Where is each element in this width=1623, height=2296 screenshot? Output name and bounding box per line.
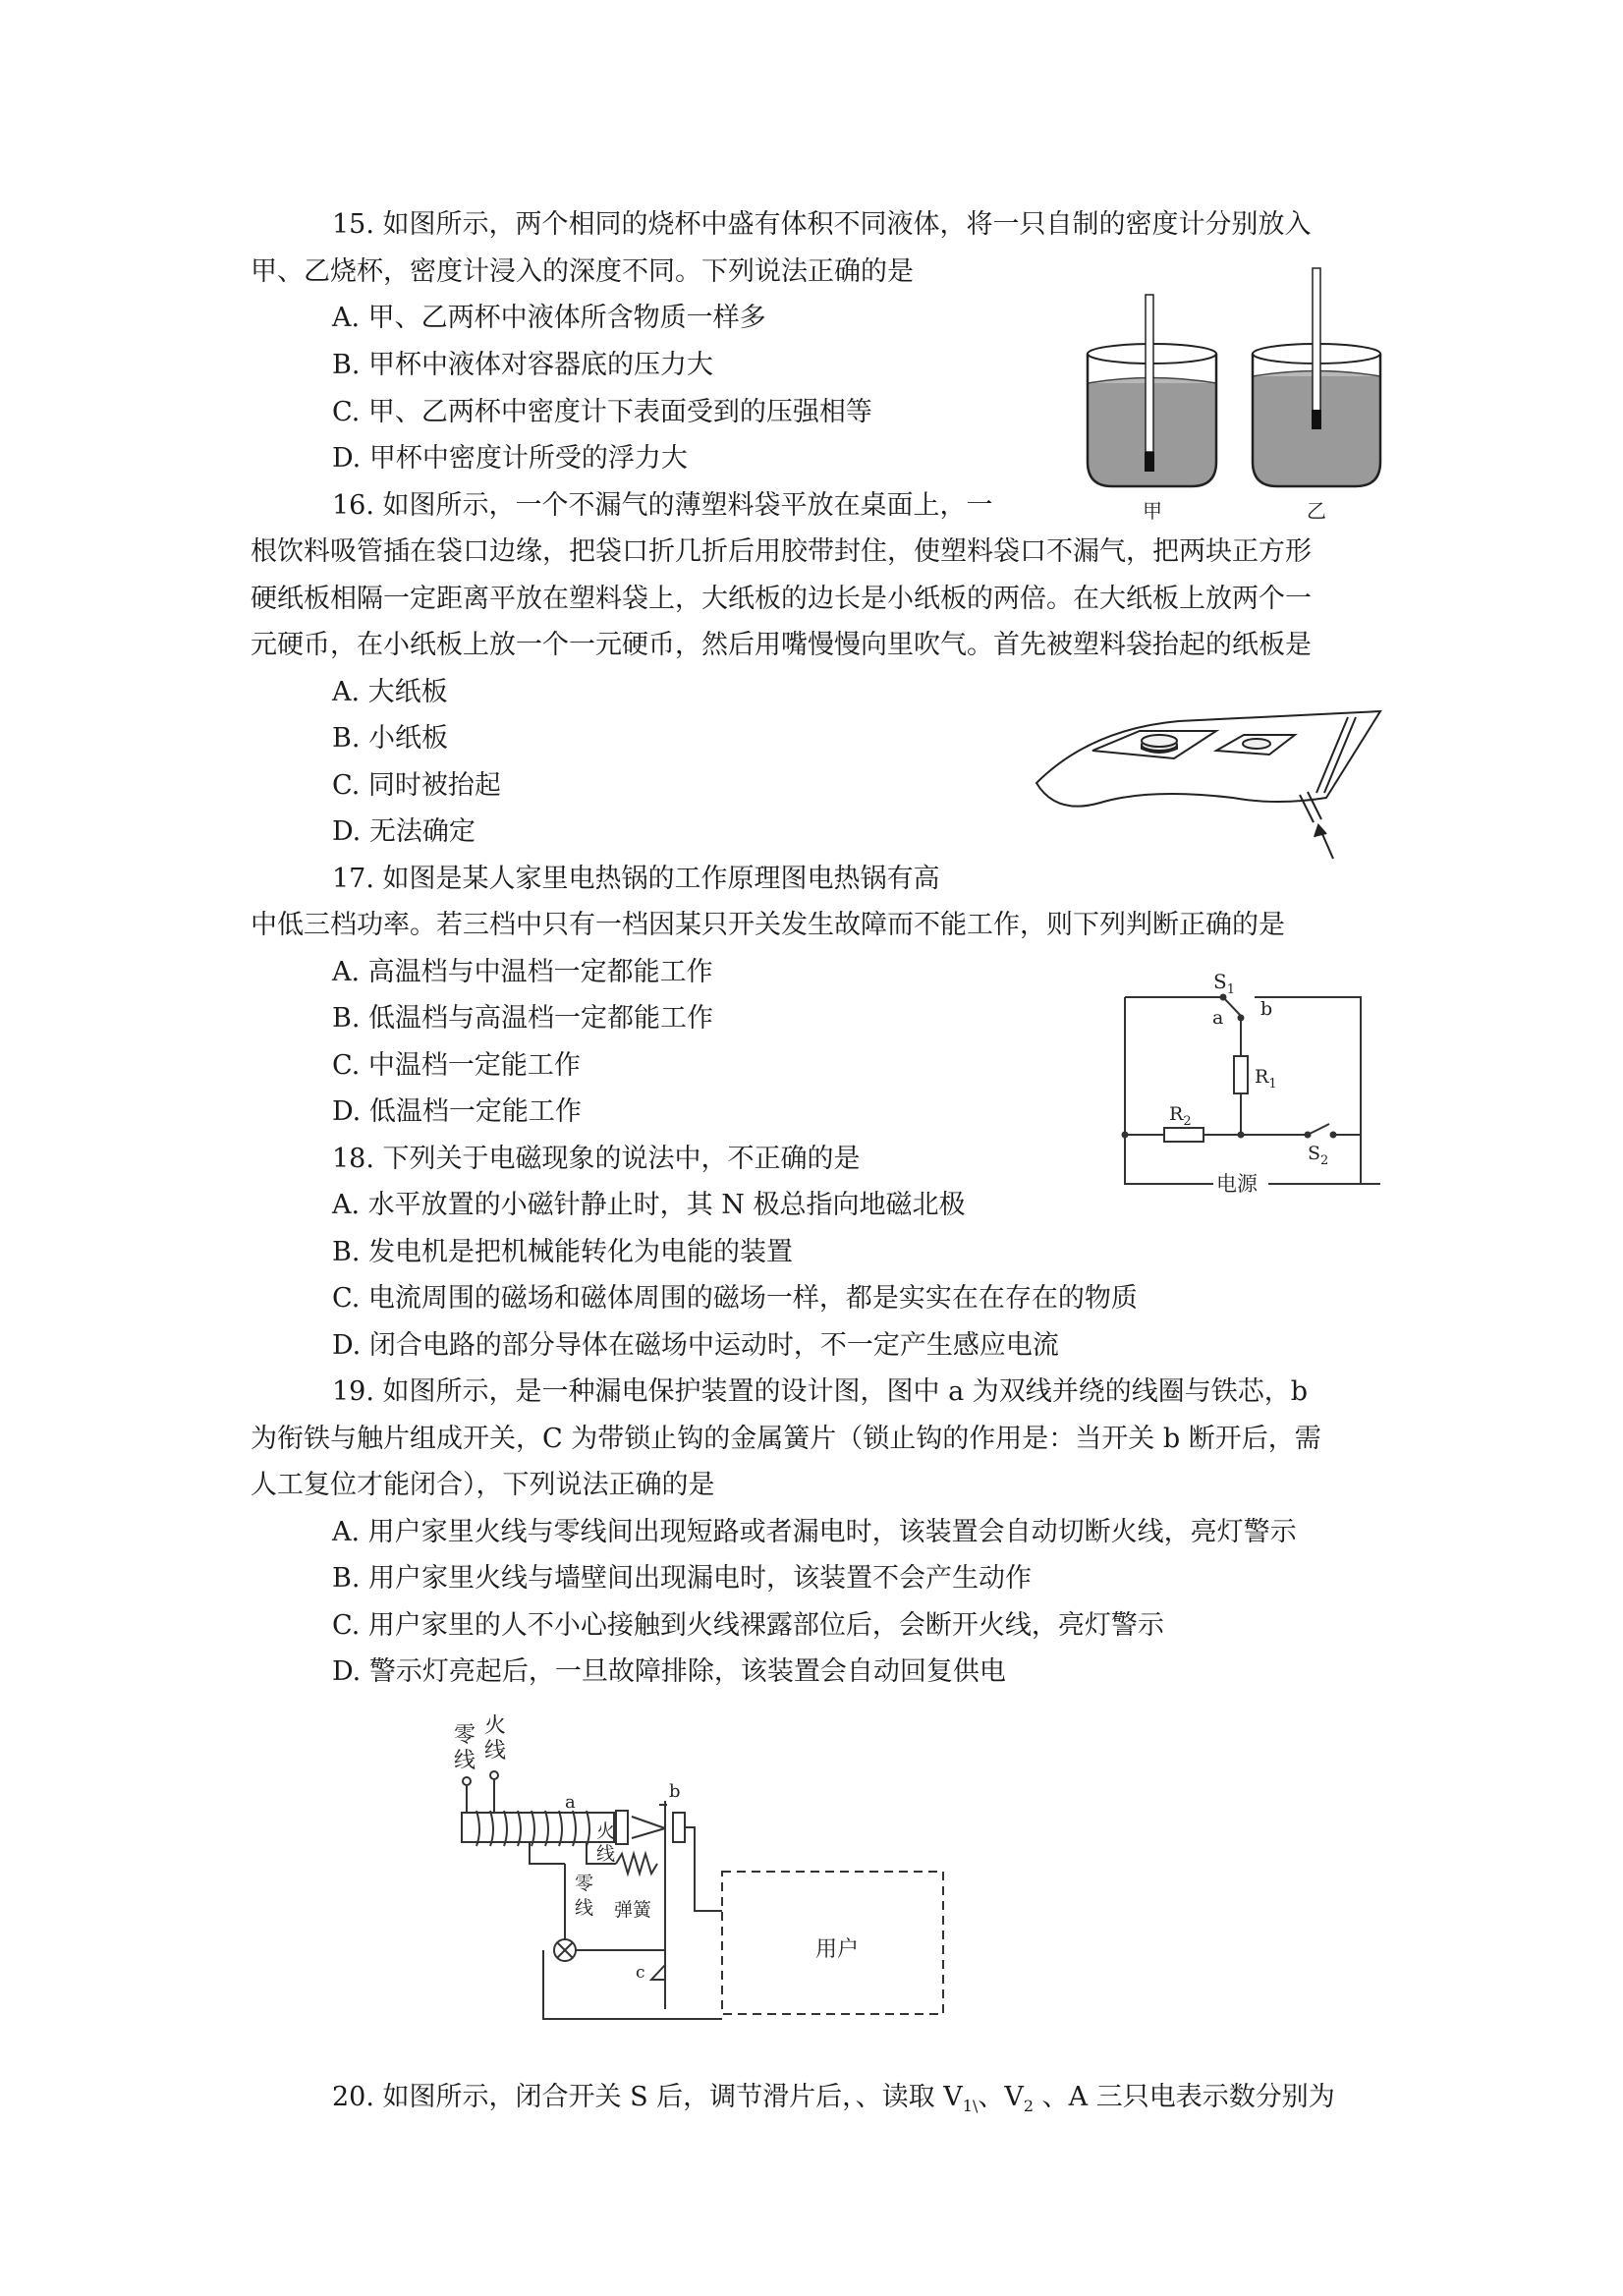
plastic-bag-outline xyxy=(1036,711,1380,807)
live-line-top-label-1: 火 xyxy=(484,1714,507,1738)
user-label: 用户 xyxy=(815,1937,860,1962)
s2-switch-blade xyxy=(1308,1124,1329,1135)
live-line-mid-label-1: 火 xyxy=(596,1820,616,1842)
power-source-label: 电源 xyxy=(1216,1172,1258,1196)
neutral-line-top-label-2: 线 xyxy=(454,1749,476,1773)
q18-option-c: C. 电流周围的磁场和磁体周围的磁场一样，都是实实在在存在的物质 xyxy=(332,1283,1138,1314)
label-c: c xyxy=(636,1963,645,1983)
q15-stem-line-1: 15. 如图所示，两个相同的烧杯中盛有体积不同液体，将一只自制的密度计分别放入 xyxy=(332,209,1312,240)
r1-resistor xyxy=(1234,1056,1248,1093)
q17-circuit-figure xyxy=(1115,973,1380,1199)
q17-option-d: D. 低温档一定能工作 xyxy=(332,1096,582,1127)
q17-option-c: C. 中温档一定能工作 xyxy=(332,1050,581,1081)
q16-stem-line-4: 元硬币，在小纸板上放一个一元硬币，然后用嘴慢慢向里吹气。首先被塑料袋抬起的纸板是 xyxy=(251,630,1312,660)
q16-bag-figure xyxy=(1032,700,1395,862)
q17-stem-line-2: 中低三档功率。若三档中只有一档因某只开关发生故障而不能工作，则下列判断正确的是 xyxy=(251,910,1285,940)
q18-stem: 18. 下列关于电磁现象的说法中，不正确的是 xyxy=(332,1144,861,1174)
q17-option-b: B. 低温档与高温档一定都能工作 xyxy=(332,1003,714,1034)
r2-label: $R_2$ xyxy=(1169,1103,1192,1129)
q16-stem-line-3: 硬纸板相隔一定距离平放在塑料袋上，大纸板的边长是小纸板的两倍。在大纸板上放两个一 xyxy=(251,584,1312,614)
s1-switch-blade xyxy=(1223,997,1241,1016)
q19-leakage-protector-figure xyxy=(447,1714,958,2039)
q18-option-d: D. 闭合电路的部分导体在磁场中运动时，不一定产生感应电流 xyxy=(332,1330,1059,1361)
q16-option-c: C. 同时被抬起 xyxy=(332,770,501,801)
q15-option-a: A. 甲、乙两杯中液体所含物质一样多 xyxy=(332,303,766,333)
q19-option-b: B. 用户家里火线与墙壁间出现漏电时，该装置不会产生动作 xyxy=(332,1563,1033,1594)
beaker-jia xyxy=(1088,295,1216,486)
lock-hook-c xyxy=(651,1965,665,1980)
live-line-top-label-2: 线 xyxy=(484,1739,507,1764)
label-b: b xyxy=(669,1781,681,1802)
q15-label-jia: 甲 xyxy=(1143,499,1162,523)
q18-option-b: B. 发电机是把机械能转化为电能的装置 xyxy=(332,1237,794,1267)
q15-option-b: B. 甲杯中液体对容器底的压力大 xyxy=(332,350,714,380)
iron-core-a xyxy=(462,1813,614,1842)
q15-beakers-figure xyxy=(1076,260,1410,531)
q20-stem: 20. 如图所示，闭合开关 S 后，调节滑片后，、读取 $V_{1\backslash}$、$V_2$ 、A 三只电表示数分别为 xyxy=(332,2082,1335,2115)
s2-label: $S_2$ xyxy=(1308,1143,1329,1168)
coin-large-2 xyxy=(1142,735,1177,747)
q15-option-d: D. 甲杯中密度计所受的浮力大 xyxy=(332,443,688,474)
straw xyxy=(1300,792,1321,822)
coin-small xyxy=(1243,739,1270,749)
q16-stem-line-2: 根饮料吸管插在袋口边缘，把袋口折几折后用胶带封住，使塑料袋口不漏气，把两块正方形 xyxy=(251,536,1312,567)
q17-stem-line-1: 17. 如图是某人家里电热锅的工作原理图电热锅有高 xyxy=(332,864,940,894)
beaker-yi xyxy=(1253,268,1380,486)
neutral-line-mid-label-2: 线 xyxy=(575,1897,594,1919)
neutral-line-top-label-1: 零 xyxy=(454,1723,476,1748)
q19-option-a: A. 用户家里火线与零线间出现短路或者漏电时，该装置会自动切断火线，亮灯警示 xyxy=(332,1517,1297,1547)
neutral-line-mid-label-1: 零 xyxy=(575,1873,594,1894)
q15-stem-line-2: 甲、乙烧杯，密度计浸入的深度不同。下列说法正确的是 xyxy=(251,256,914,287)
s1-label: $S_1$ xyxy=(1213,973,1235,997)
q19-option-d: D. 警示灯亮起后，一旦故障排除，该装置会自动回复供电 xyxy=(332,1656,1006,1687)
q19-stem-line-3: 人工复位才能闭合），下列说法正确的是 xyxy=(251,1470,715,1500)
q18-option-a: A. 水平放置的小磁针静止时，其 N 极总指向地磁北极 xyxy=(332,1190,966,1220)
q16-option-d: D. 无法确定 xyxy=(332,816,476,847)
label-b: b xyxy=(1260,998,1273,1020)
q19-option-c: C. 用户家里的人不小心接触到火线裸露部位后，会断开火线，亮灯警示 xyxy=(332,1610,1164,1641)
q19-stem-line-1: 19. 如图所示，是一种漏电保护装置的设计图，图中 a 为双线并绕的线圈与铁芯，b xyxy=(332,1376,1309,1407)
spring-coil xyxy=(616,1854,657,1874)
q15-option-c: C. 甲、乙两杯中密度计下表面受到的压强相等 xyxy=(332,397,872,427)
label-a: a xyxy=(565,1792,576,1813)
q17-option-a: A. 高温档与中温档一定都能工作 xyxy=(332,957,713,987)
live-line-mid-label-2: 线 xyxy=(596,1843,616,1865)
q16-option-a: A. 大纸板 xyxy=(332,677,448,707)
label-a: a xyxy=(1212,1007,1224,1029)
q15-label-yi: 乙 xyxy=(1307,499,1326,523)
spring-label: 弹簧 xyxy=(614,1899,652,1921)
q19-stem-line-2: 为衔铁与触片组成开关，C 为带锁止钩的金属簧片（锁止钩的作用是：当开关 b 断开后，需 xyxy=(251,1424,1321,1454)
q16-option-b: B. 小纸板 xyxy=(332,723,449,754)
r2-resistor xyxy=(1164,1128,1203,1142)
contact-strip xyxy=(616,1811,628,1844)
r1-label: $R_1$ xyxy=(1255,1066,1277,1092)
q16-stem-line-1: 16. 如图所示，一个不漏气的薄塑料袋平放在桌面上，一 xyxy=(332,490,993,521)
